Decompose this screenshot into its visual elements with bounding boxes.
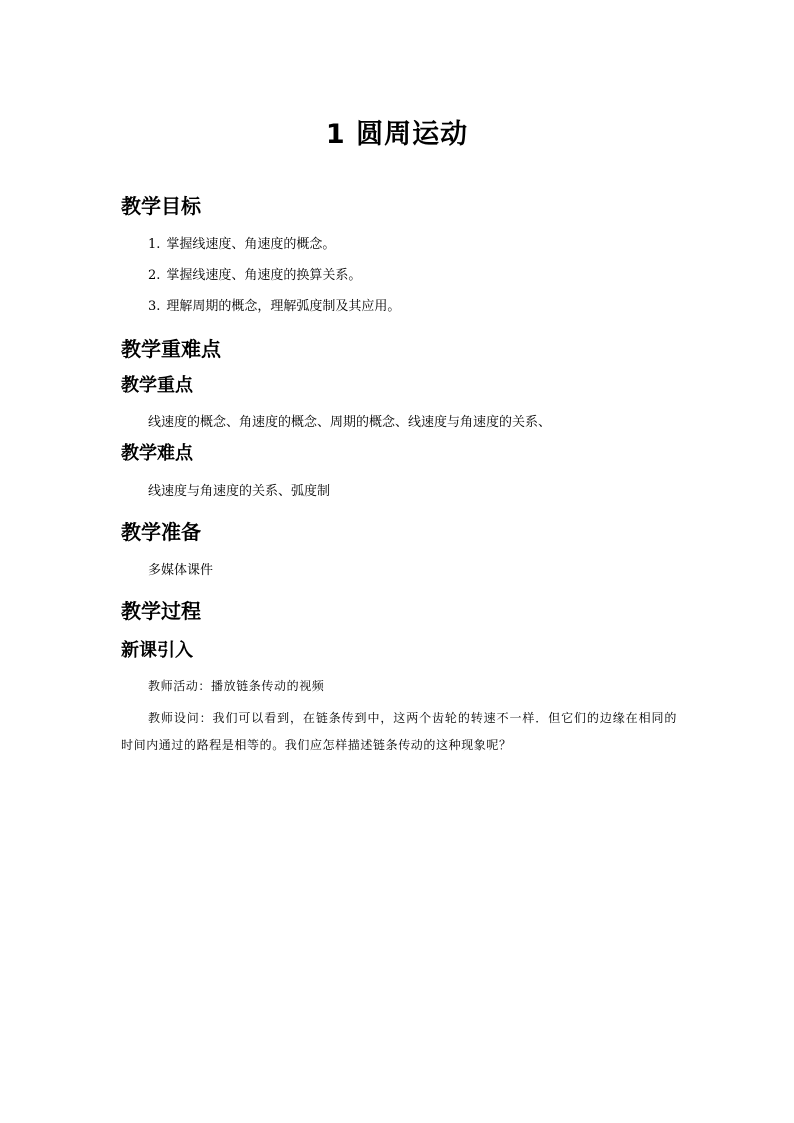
question-paragraph: 教师设问：我们可以看到，在链条传到中，这两个齿轮的转速不一样．但它们的边缘在相同的时间内通过的路程是相等的。我们应怎样描述链条传动的这种现象呢？: [121, 711, 677, 752]
activity-paragraph: 教师活动：播放链条传动的视频: [148, 679, 325, 693]
heading-process: 教学过程: [121, 599, 201, 623]
goal-text: 掌握线速度、角速度的换算关系。: [166, 268, 362, 283]
goal-number: 2.: [148, 268, 161, 283]
goal-item-3: [148, 297, 400, 317]
goal-text: 理解周期的概念，理解弧度制及其应用。: [166, 299, 401, 314]
goal-number: 3.: [148, 299, 161, 314]
heading-key-difficult: 教学重难点: [121, 337, 221, 361]
preparation-text: 多媒体课件: [148, 563, 214, 578]
heading-preparation: 教学准备: [121, 520, 201, 544]
document-title: 1 圆周运动: [325, 119, 469, 150]
heading-key-points: 教学重点: [121, 375, 193, 396]
goal-text: 掌握线速度、角速度的概念。: [166, 237, 336, 252]
difficult-points-text: 线速度与角速度的关系、弧度制: [148, 484, 331, 499]
heading-difficult-points: 教学难点: [121, 443, 193, 464]
goal-item-1: [148, 235, 335, 255]
goal-item-2: [148, 266, 361, 286]
goal-number: 1.: [148, 237, 161, 252]
heading-teaching-goals: 教学目标: [121, 194, 201, 218]
heading-intro: 新课引入: [121, 640, 193, 661]
key-points-text: 线速度的概念、角速度的概念、周期的概念、线速度与角速度的关系、: [148, 415, 552, 430]
